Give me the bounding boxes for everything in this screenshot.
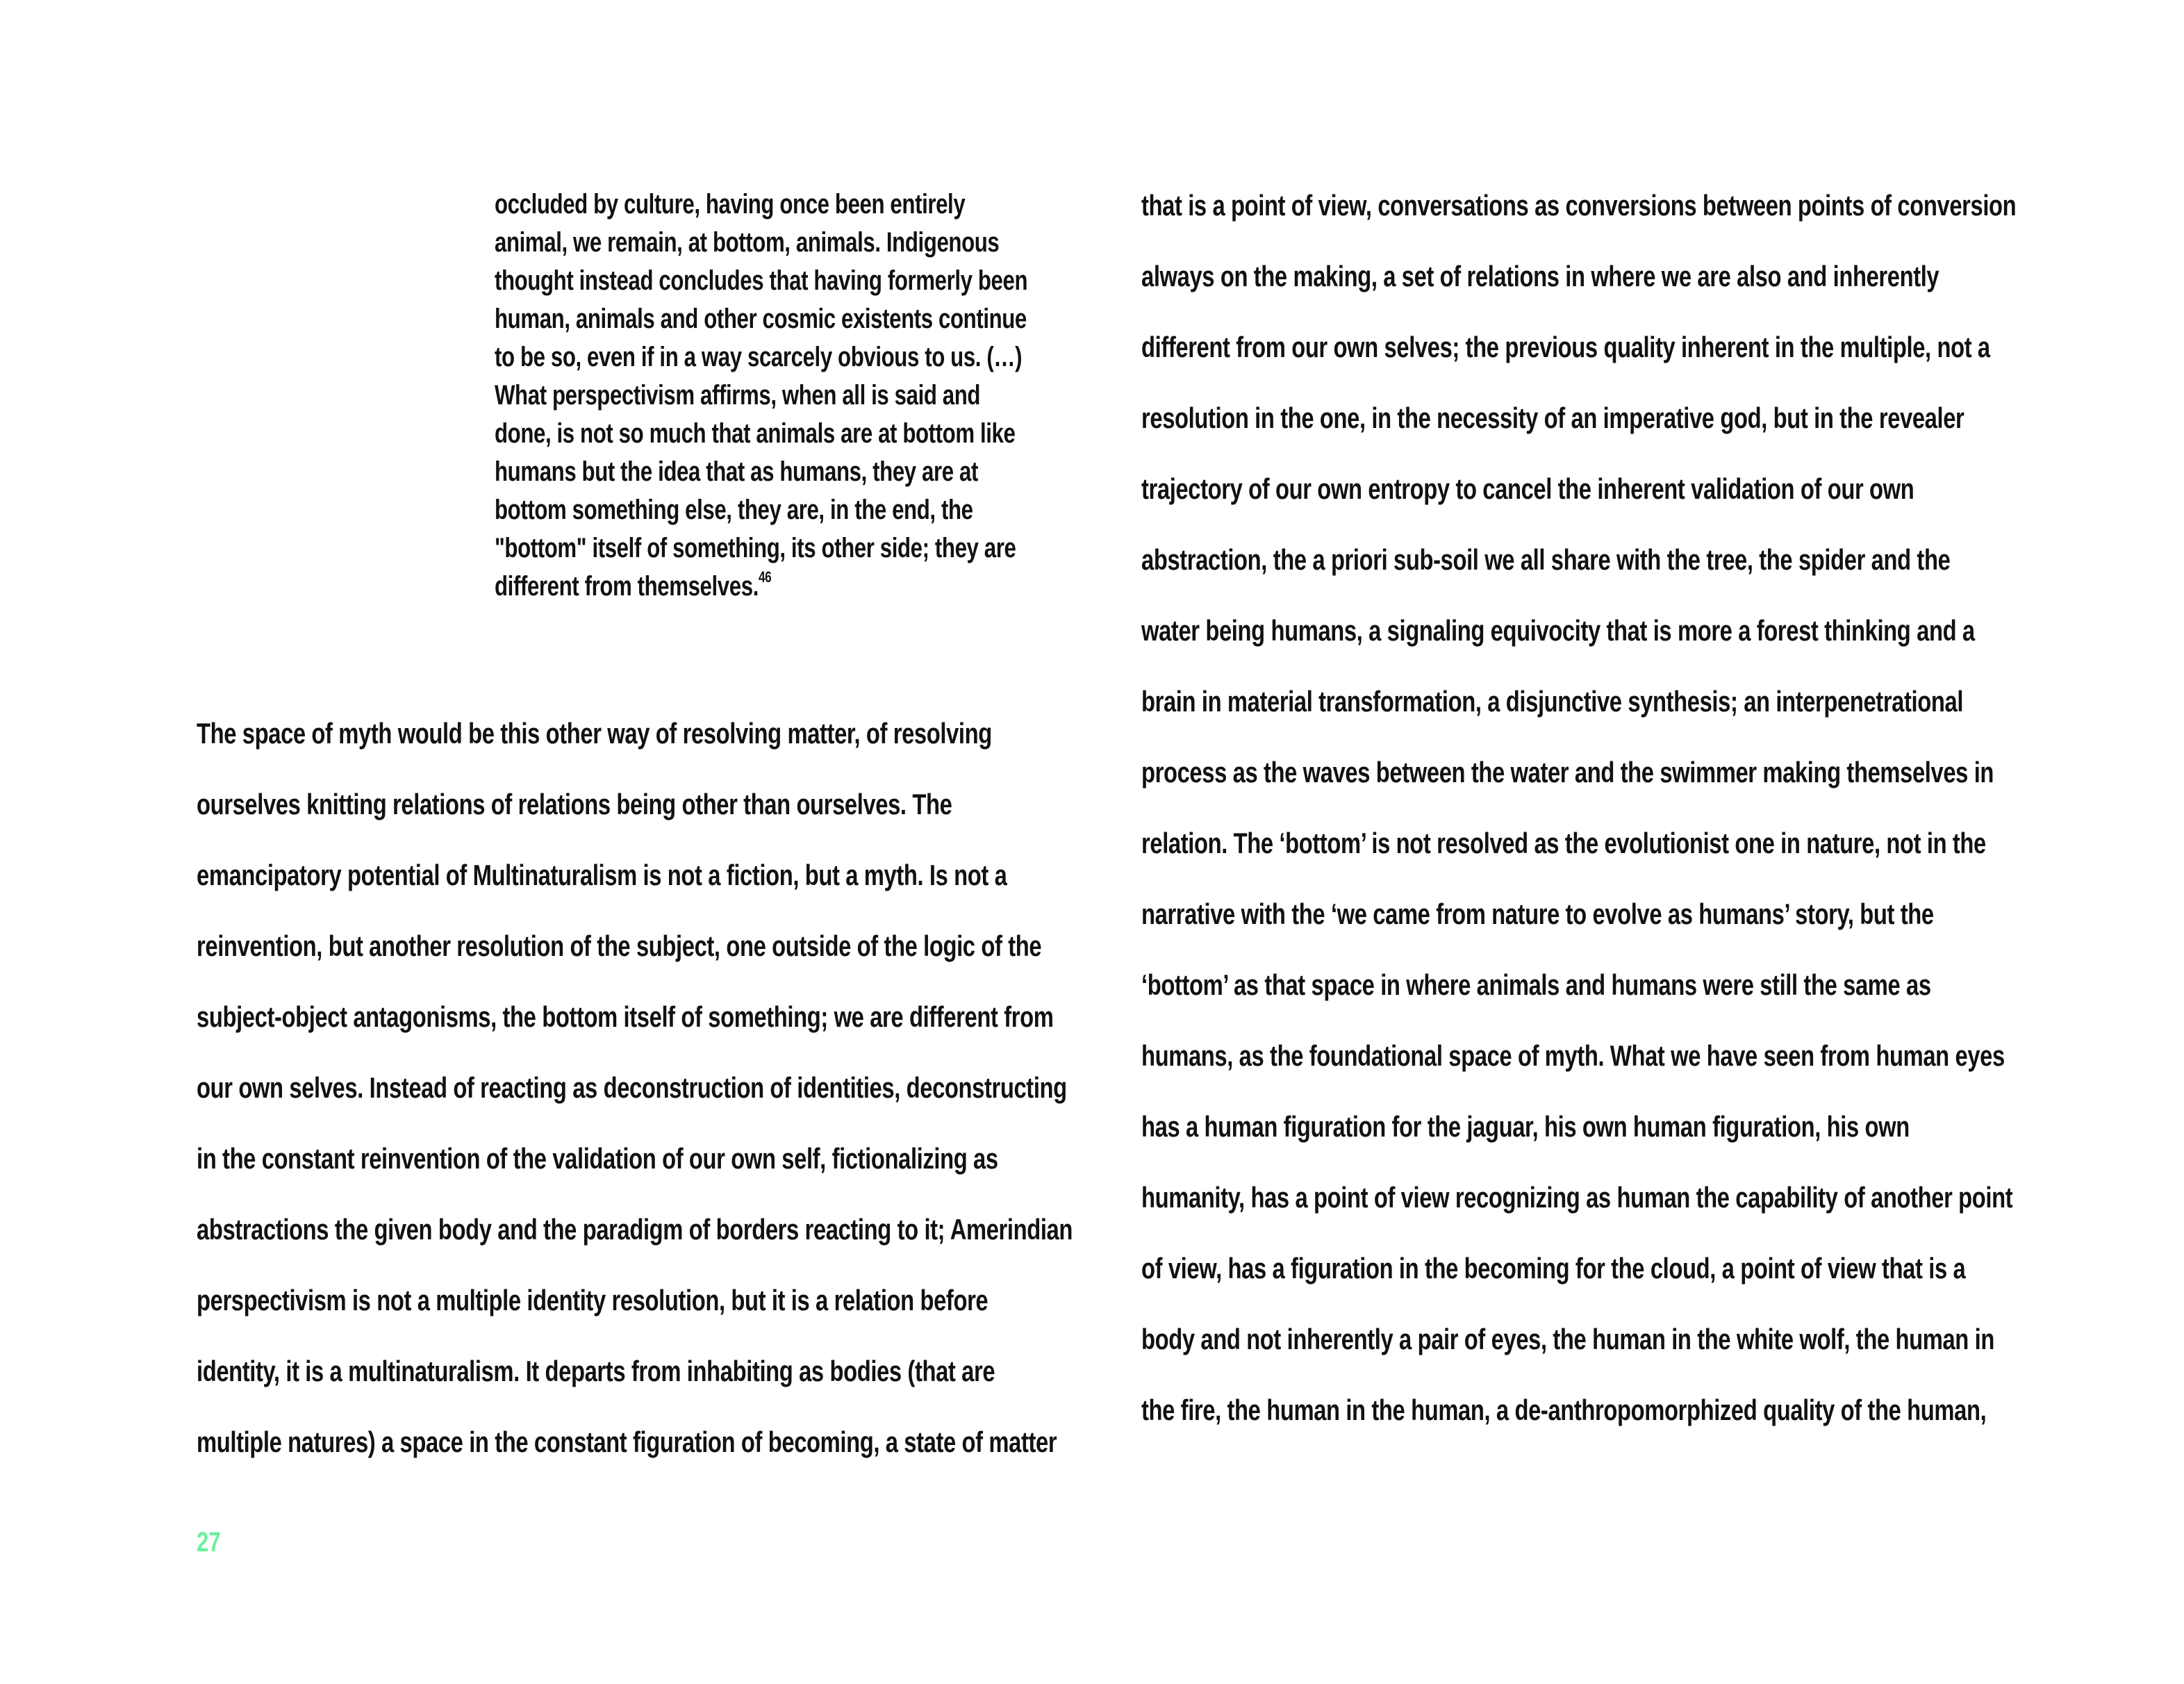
footnote-marker: 46 <box>758 568 772 586</box>
body-line: emancipatory potential of Multinaturalism is not a fiction, but a myth. Is not a <box>197 859 1007 891</box>
body-line: reinvention, but another resolution of the subject, one outside of the logic of the <box>197 930 1042 962</box>
body-line: always on the making, a set of relations in where we are also and inherently <box>1141 260 1939 292</box>
body-line: humanity, has a point of view recognizing as human the capability of another point <box>1141 1181 2013 1214</box>
body-line: brain in material transformation, a disjunctive synthesis; an interpenetrational <box>1141 685 1964 718</box>
body-line: trajectory of our own entropy to cancel the inherent validation of our own <box>1141 472 1914 505</box>
quote-line: What perspectivism affirms, when all is said and <box>495 380 981 411</box>
quote-line: to be so, even if in a way scarcely obvious to us. (…) <box>495 342 1023 372</box>
body-line: The space of myth would be this other way of resolving matter, of resolving <box>197 717 992 750</box>
page-number: 27 <box>197 1527 221 1558</box>
quote-line: thought instead concludes that having formerly been <box>495 265 1028 296</box>
quote-line: animal, we remain, at bottom, animals. Indigenous <box>495 227 1000 258</box>
quote-line-text: different from themselves. <box>495 571 759 602</box>
body-line: process as the waves between the water and the swimmer making themselves in <box>1141 756 1994 789</box>
body-line: ‘bottom’ as that space in where animals and humans were still the same as <box>1141 968 1931 1001</box>
quote-line: "bottom" itself of something, its other side; they are <box>495 533 1016 563</box>
body-line: of view, has a figuration in the becoming for the cloud, a point of view that is a <box>1141 1252 1966 1285</box>
quote-line: human, animals and other cosmic existents continue <box>495 304 1027 334</box>
body-line: resolution in the one, in the necessity of an imperative god, but in the revealer <box>1141 402 1964 434</box>
body-line: abstraction, the a priori sub-soil we all share with the tree, the spider and the <box>1141 543 1951 576</box>
body-line: in the constant reinvention of the validation of our own self, fictionalizing as <box>197 1142 998 1175</box>
body-line: narrative with the ‘we came from nature to evolve as humans’ story, but the <box>1141 898 1934 930</box>
quote-line: occluded by culture, having once been entirely <box>495 189 966 220</box>
quote-line-last <box>495 568 772 602</box>
quote-line: humans but the idea that as humans, they are at <box>495 456 978 487</box>
body-line: multiple natures) a space in the constant figuration of becoming, a state of matter <box>197 1426 1057 1458</box>
body-line: humans, as the foundational space of myth. What we have seen from human eyes <box>1141 1039 2005 1072</box>
body-line: abstractions the given body and the paradigm of borders reacting to it; Amerindian <box>197 1213 1073 1246</box>
quote-line: done, is not so much that animals are at bottom like <box>495 418 1016 449</box>
quote-line: bottom something else, they are, in the end, the <box>495 495 973 525</box>
body-line: subject-object antagonisms, the bottom itself of something; we are different from <box>197 1000 1054 1033</box>
body-line: body and not inherently a pair of eyes, the human in the white wolf, the human in <box>1141 1323 1994 1355</box>
body-line: ourselves knitting relations of relations being other than ourselves. The <box>197 788 952 820</box>
body-line: has a human figuration for the jaguar, his own human figuration, his own <box>1141 1110 1910 1143</box>
body-line: relation. The ‘bottom’ is not resolved as the evolutionist one in nature, not in the <box>1141 827 1986 859</box>
body-line: perspectivism is not a multiple identity resolution, but it is a relation before <box>197 1284 988 1316</box>
body-line: our own selves. Instead of reacting as deconstruction of identities, deconstructing <box>197 1071 1067 1104</box>
body-line: that is a point of view, conversations as conversions between points of conversion <box>1141 189 2017 222</box>
body-line: the fire, the human in the human, a de-anthropomorphized quality of the human, <box>1141 1394 1987 1426</box>
body-line: different from our own selves; the previous quality inherent in the multiple, not a <box>1141 331 1990 363</box>
body-line: water being humans, a signaling equivocity that is more a forest thinking and a <box>1141 614 1975 647</box>
body-line: identity, it is a multinaturalism. It departs from inhabiting as bodies (that are <box>197 1355 995 1387</box>
